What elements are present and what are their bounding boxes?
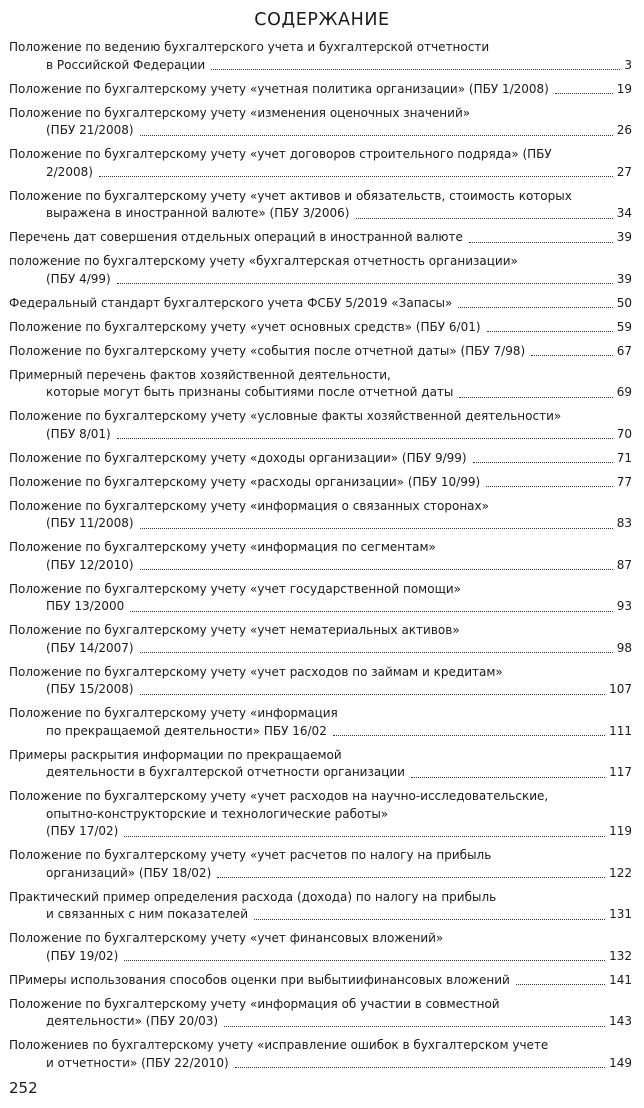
toc-entry-text: (ПБУ 17/02) <box>46 824 119 838</box>
dot-leader <box>356 217 613 219</box>
toc-entry-page: 141 <box>609 972 632 987</box>
toc-entry-text: Положение по бухгалтерскому учету «учет основных средств» (ПБУ 6/01) <box>9 319 481 334</box>
toc-entry-text: выражена в иностранной валюте» (ПБУ 3/2006) <box>46 206 350 220</box>
toc-entry-text: (ПБУ 8/01) <box>46 426 111 441</box>
toc-entry-text: (ПБУ 19/02) <box>46 948 119 963</box>
toc-entry-text: Положение по бухгалтерскому учету «изменения оценочных значений» <box>9 105 471 120</box>
toc-entry-text: Положение по бухгалтерскому учету «события после отчетной даты» (ПБУ 7/98) <box>9 343 526 358</box>
toc-entry[interactable] <box>9 474 632 492</box>
toc-entry-page: 119 <box>609 824 632 838</box>
toc-entry-text: (ПБУ 15/2008) <box>46 682 134 696</box>
toc-entry-text: деятельности» (ПБУ 20/03) <box>46 1014 219 1028</box>
toc-entry-text: (ПБУ 14/2007) <box>46 640 134 655</box>
toc-entry-text: Положение по бухгалтерскому учету «информация <box>9 706 338 720</box>
toc-entry-text: Положение по ведению бухгалтерского учета и бухгалтерской отчетности <box>9 40 490 54</box>
dot-leader <box>117 282 613 284</box>
toc-entry-text: Положение по бухгалтерскому учету «условные факты хозяйственной деятельности» <box>9 409 562 423</box>
toc-entry-text: Положение по бухгалтерскому учету «учет расходов по займам и кредитам» <box>9 664 503 679</box>
dot-leader <box>211 68 620 70</box>
toc-entry-text: Примеры раскрытия информации по прекращаемой <box>9 747 342 762</box>
dot-leader <box>458 306 612 308</box>
toc-entry-text: (ПБУ 4/99) <box>46 271 111 286</box>
toc-entry-text: Федеральный стандарт бухгалтерского учета ФСБУ 5/2019 «Запасы» <box>9 295 453 310</box>
toc-entry-page: 69 <box>616 385 632 399</box>
toc-entry-page: 71 <box>616 450 632 465</box>
toc-entry[interactable] <box>9 408 632 443</box>
toc-entry-text: опытно-конструкторские и технологические работы» <box>46 806 389 821</box>
toc-entry-page: 19 <box>616 81 632 96</box>
toc-entry[interactable] <box>9 622 632 657</box>
toc-entry[interactable] <box>9 747 632 782</box>
dot-leader <box>555 92 613 94</box>
dot-leader <box>130 610 612 612</box>
toc-entry-page: 111 <box>609 723 632 738</box>
toc-entry-text: (ПБУ 11/2008) <box>46 516 134 530</box>
toc-entry-text: положение по бухгалтерскому учету «бухгалтерская отчетность организации» <box>9 254 518 268</box>
toc-entry-page: 98 <box>616 640 632 655</box>
toc-entry[interactable] <box>9 847 632 882</box>
dot-leader <box>217 876 605 878</box>
dot-leader <box>124 835 605 837</box>
dot-leader <box>473 461 613 463</box>
dot-leader <box>516 983 605 985</box>
page-number: 252 <box>9 1079 38 1097</box>
dot-leader <box>140 527 613 529</box>
toc-entry-text: в Российской Федерации <box>46 57 206 72</box>
dot-leader <box>333 734 605 736</box>
toc-entry-page: 39 <box>616 271 632 286</box>
dot-leader <box>140 693 605 695</box>
dot-leader <box>486 485 613 487</box>
toc-entry-text: по прекращаемой деятельности» ПБУ 16/02 <box>46 723 327 738</box>
dot-leader <box>224 1025 605 1027</box>
toc-entry-page: 34 <box>616 206 632 220</box>
toc-entry[interactable] <box>9 539 632 574</box>
toc-entry[interactable] <box>9 1037 632 1072</box>
toc-entry-text: Положение по бухгалтерскому учету «учет нематериальных активов» <box>9 623 460 637</box>
toc-entry-page: 50 <box>616 295 632 310</box>
toc-entry[interactable] <box>9 146 632 181</box>
toc-entry-text: Положение по бухгалтерскому учету «информация о связанных сторонах» <box>9 498 489 513</box>
toc-entry-page: 149 <box>609 1055 632 1070</box>
toc-list <box>9 39 632 1079</box>
toc-entry-page: 143 <box>609 1014 632 1028</box>
toc-entry[interactable] <box>9 450 632 468</box>
dot-leader <box>487 330 613 332</box>
toc-entry[interactable] <box>9 343 632 361</box>
toc-entry-text: Положение по бухгалтерскому учету «учет расходов на научно-исследовательские, <box>9 789 549 803</box>
toc-entry-page: 131 <box>609 907 632 921</box>
toc-entry-page: 122 <box>609 865 632 880</box>
toc-entry-text: Положение по бухгалтерскому учету «доходы организации» (ПБУ 9/99) <box>9 450 467 465</box>
toc-entry[interactable] <box>9 664 632 699</box>
toc-entry-page: 27 <box>616 164 632 179</box>
toc-entry-text: (ПБУ 12/2010) <box>46 557 134 572</box>
toc-entry[interactable] <box>9 188 632 223</box>
toc-entry[interactable] <box>9 105 632 140</box>
toc-entry-text: Положение по бухгалтерскому учету «учет расчетов по налогу на прибыль <box>9 848 492 862</box>
dot-leader <box>99 175 613 177</box>
toc-entry-text: ПБУ 13/2000 <box>46 599 125 613</box>
toc-entry-text: Положение по бухгалтерскому учету «учетная политика организации» (ПБУ 1/2008) <box>9 81 549 96</box>
toc-entry-page: 132 <box>609 948 632 963</box>
dot-leader <box>117 437 613 439</box>
toc-entry[interactable] <box>9 788 632 841</box>
toc-entry-page: 107 <box>609 682 632 696</box>
toc-entry[interactable] <box>9 253 632 288</box>
dot-leader <box>531 354 613 356</box>
toc-entry[interactable] <box>9 930 632 965</box>
toc-entry-text: которые могут быть признаны событиями после отчетной даты <box>46 385 454 399</box>
dot-leader <box>411 776 605 778</box>
toc-entry-text: Примерный перечень фактов хозяйственной деятельности, <box>9 367 391 382</box>
dot-leader <box>140 651 613 653</box>
toc-entry[interactable] <box>9 705 632 740</box>
toc-entry-page: 77 <box>616 474 632 489</box>
toc-entry-text: и отчетности» (ПБУ 22/2010) <box>46 1055 229 1070</box>
toc-entry-page: 87 <box>616 557 632 572</box>
dot-leader <box>459 396 612 398</box>
toc-entry-page: 70 <box>616 426 632 441</box>
toc-entry-page: 83 <box>616 516 632 530</box>
toc-entry-text: Положение по бухгалтерскому учету «учет финансовых вложений» <box>9 931 444 945</box>
toc-entry-page: 67 <box>616 343 632 358</box>
toc-entry-text: Положение по бухгалтерскому учету «учет договоров строительного подряда» (ПБУ <box>9 147 552 161</box>
toc-entry[interactable] <box>9 295 632 313</box>
toc-entry[interactable] <box>9 996 632 1031</box>
toc-entry-page: 39 <box>616 230 632 244</box>
dot-leader <box>469 241 613 243</box>
toc-entry-text: Практический пример определения расхода (дохода) по налогу на прибыль <box>9 889 497 904</box>
toc-entry-page: 59 <box>616 319 632 334</box>
toc-entry-text: Положение по бухгалтерскому учету «учет государственной помощи» <box>9 581 462 596</box>
toc-entry-page: 3 <box>624 57 632 72</box>
dot-leader <box>235 1066 605 1068</box>
dot-leader <box>124 959 605 961</box>
toc-entry-text: Положение по бухгалтерскому учету «информация об участии в совместной <box>9 996 500 1011</box>
toc-entry-page: 117 <box>609 765 632 779</box>
dot-leader <box>140 134 613 136</box>
dot-leader <box>140 568 613 570</box>
toc-entry-page: 26 <box>616 123 632 137</box>
toc-entry-text: организаций» (ПБУ 18/02) <box>46 865 212 880</box>
toc-entry[interactable] <box>9 367 632 402</box>
toc-entry[interactable] <box>9 81 632 99</box>
toc-entry-text: ПРимеры использования способов оценки при выбытиифинансовых вложений <box>9 972 510 987</box>
toc-entry-text: и связанных с ним показателей <box>46 907 248 921</box>
toc-entry[interactable] <box>9 581 632 616</box>
toc-entry[interactable] <box>9 229 632 247</box>
toc-entry-text: Положение по бухгалтерскому учету «расходы организации» (ПБУ 10/99) <box>9 474 481 489</box>
toc-entry-text: деятельности в бухгалтерской отчетности организации <box>46 765 405 779</box>
toc-entry-text: Положениев по бухгалтерскому учету «исправление ошибок в бухгалтерском учете <box>9 1038 549 1052</box>
toc-entry[interactable] <box>9 889 632 924</box>
toc-entry[interactable] <box>9 972 632 990</box>
toc-entry-text: 2/2008) <box>46 164 93 179</box>
toc-entry-text: Положение по бухгалтерскому учету «учет активов и обязательств, стоимость которых <box>9 188 572 203</box>
toc-entry[interactable] <box>9 498 632 533</box>
toc-entry-page: 93 <box>616 599 632 613</box>
toc-entry-text: Перечень дат совершения отдельных операций в иностранной валюте <box>9 230 463 244</box>
dot-leader <box>254 918 605 920</box>
toc-entry-text: Положение по бухгалтерскому учету «информация по сегментам» <box>9 540 436 554</box>
page-title: СОДЕРЖАНИЕ <box>254 10 390 30</box>
toc-entry[interactable] <box>9 319 632 337</box>
toc-entry[interactable] <box>9 39 632 74</box>
toc-entry-text: (ПБУ 21/2008) <box>46 123 134 137</box>
